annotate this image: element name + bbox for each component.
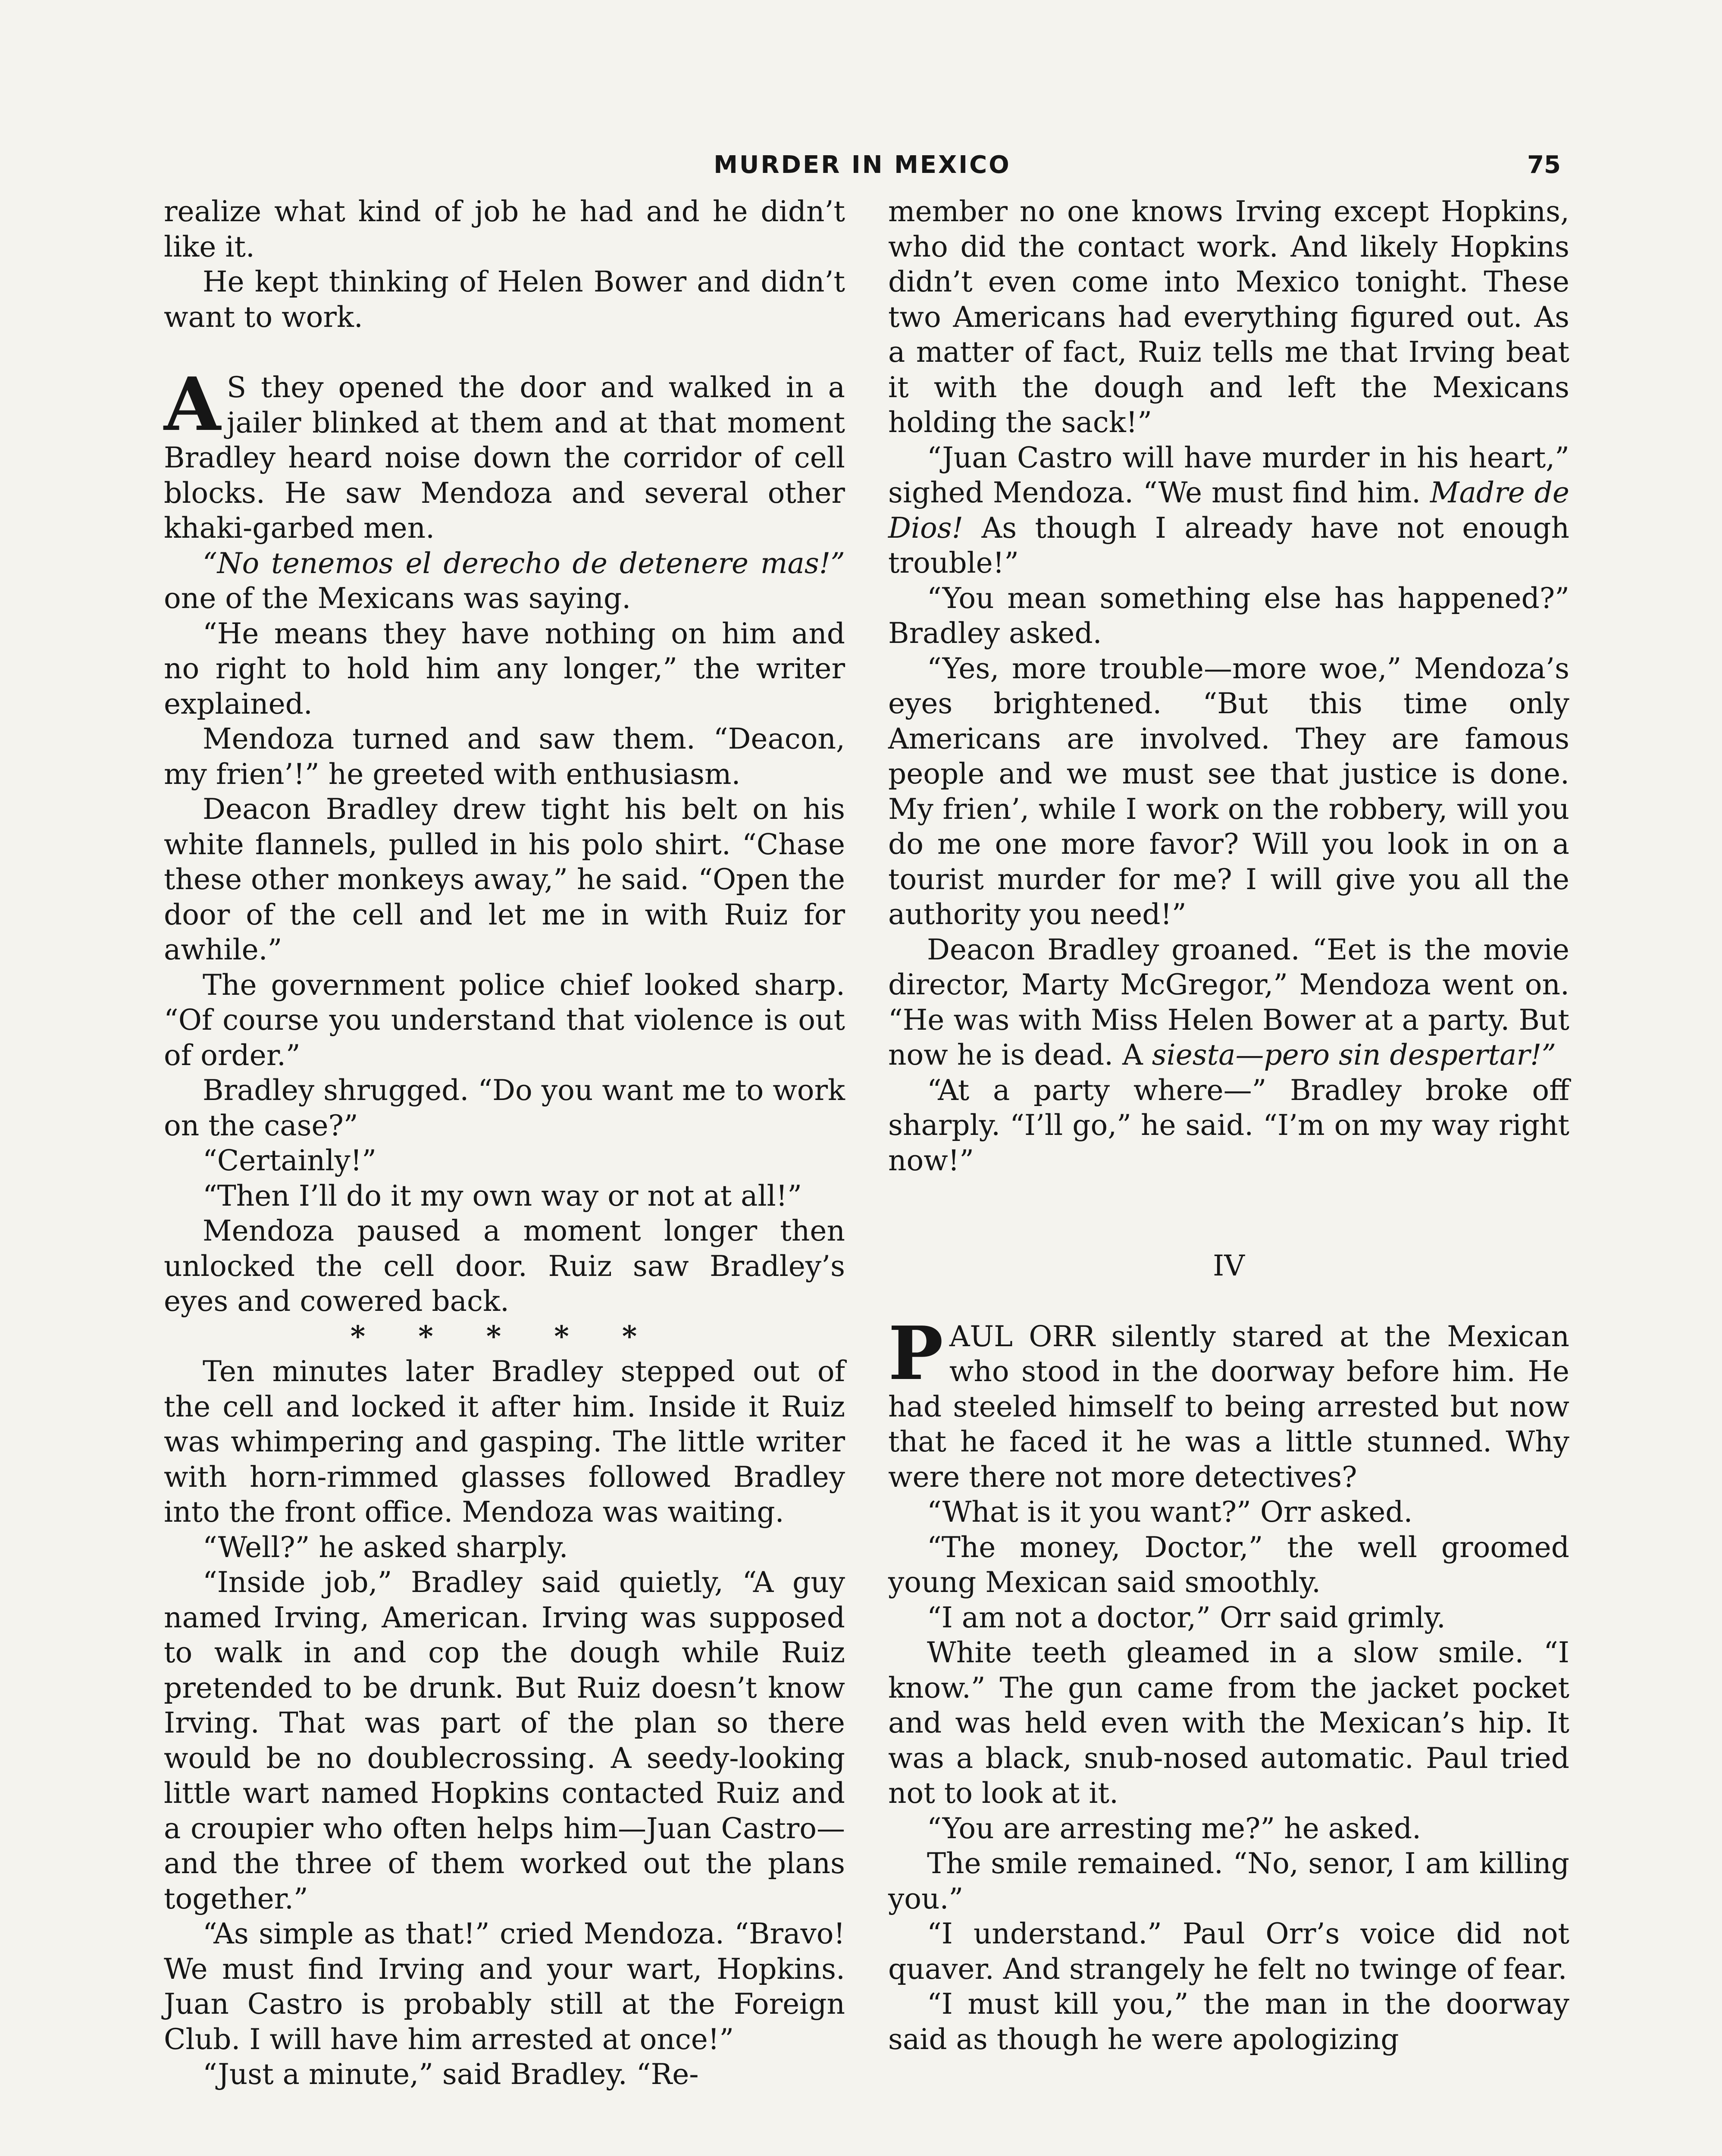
right-column [888,194,1569,2057]
paragraph: “Yes, more trouble—more woe,” Mendoza’s eyes brightened. “But this time only Americans are involved. They are famous people and we must see that justice is done. My frien’, while I work on the robbery, will you do me one more favor? Will you look in on a tourist murder for me? I will give you all the authority you need!” [888,652,1569,931]
paragraph: “As simple as that!” cried Mendoza. “Bravo! We must find Irving and your wart, Hopkins. Juan Castro is probably still at the Foreign Club. I will have him arrested at once!” [164,1917,845,2056]
paragraph: The government police chief looked sharp. “Of course you understand that violence is out of order.” [164,968,845,1072]
drop-cap: P [888,1310,943,1397]
left-column [164,194,845,2092]
paragraph: “No tenemos el derecho de detenere mas!” one of the Mexicans was saying. [164,546,845,615]
paragraph: The smile remained. “No, senor, I am killing you.” [888,1847,1569,1915]
page-number: 75 [1527,151,1561,179]
drop-cap: A [164,361,221,448]
paragraph: Mendoza paused a moment longer then unlocked the cell door. Ruiz saw Bradley’s eyes and cowered back. [164,1214,845,1318]
paragraph: “You are arresting me?” he asked. [927,1811,1421,1845]
paragraph: “Juan Castro will have murder in his heart,” sighed Mendoza. “We must find him. Madre de Dios! As though I already have not enough trouble!” [888,441,1569,580]
paragraph: “Certainly!” [203,1144,376,1177]
running-header [164,151,1561,190]
paragraph: “I understand.” Paul Orr’s voice did not quaver. And strangely he felt no twinge of fear. [888,1917,1569,1986]
paragraph: realize what kind of job he had and he didn’t like it. [164,195,845,263]
paragraph: Ten minutes later Bradley stepped out of the cell and locked it after him. Inside it Ruiz was whimpering and gasping. The little writer with horn-rimmed glasses followed Bradley into the front office. Mendoza was waiting. [164,1355,845,1529]
paragraph: Bradley shrugged. “Do you want me to work on the case?” [164,1074,845,1142]
paragraph: “I must kill you,” the man in the doorway said as though he were apologizing [888,1987,1569,2056]
paragraph: He kept thinking of Helen Bower and didn’t want to work. [164,265,845,334]
paragraph: Deacon Bradley groaned. “Eet is the movie director, Marty McGregor,” Mendoza went on. “He was with Miss Helen Bower at a party. But now he is dead. A siesta—pero sin despertar!” [888,933,1569,1072]
paragraph: “Then I’ll do it my own way or not at all!” [203,1179,802,1213]
paragraph: “The money, Doctor,” the well groomed young Mexican said smoothly. [888,1530,1569,1599]
paragraph: member no one knows Irving except Hopkins, who did the contact work. And likely Hopkins didn’t even come into Mexico tonight. These two Americans had everything figured out. As a matter of fact, Ruiz tells me that Irving beat it with the dough and left the Mexicans holding the sack!” [888,195,1569,439]
running-title: MURDER IN MEXICO [714,151,1011,179]
paragraph: “Inside job,” Bradley said quietly, “A guy named Irving, American. Irving was supposed to walk in and cop the dough while Ruiz pretended to be drunk. But Ruiz doesn’t know Irving. That was part of the plan so there would be no doublecrossing. A seedy-looking little wart named Hopkins contacted Ruiz and a croupier who often helps him—Juan Castro—and the three of them worked out the plans together.” [164,1566,845,1915]
paragraph: “Just a minute,” said Bradley. “Re- [203,2058,699,2091]
paragraph: “You mean something else has happened?” Bradley asked. [888,581,1569,650]
paragraph: “At a party where—” Bradley broke off sharply. “I’ll go,” he said. “I’m on my way right now!” [888,1073,1569,1177]
section-heading: IV [1213,1249,1245,1282]
scene-break: * * * * * [350,1319,659,1353]
paragraph: “Well?” he asked sharply. [203,1530,568,1564]
paragraph: “He means they have nothing on him and no right to hold him any longer,” the writer explained. [164,617,845,721]
paragraph: Mendoza turned and saw them. “Deacon, my frien’!” he greeted with enthusiasm. [164,722,845,791]
paragraph: “I am not a doctor,” Orr said grimly. [927,1601,1446,1634]
paragraph: A S they opened the door and walked in a jailer blinked at them and at that moment Bradley heard noise down the corridor of cell blocks. He saw Mendoza and several other khaki-garbed men. [164,361,845,545]
paragraph: White teeth gleamed in a slow smile. “I know.” The gun came from the jacket pocket and was held even with the Mexican’s hip. It was a black, snub-nosed automatic. Paul tried not to look at it. [888,1636,1569,1810]
paragraph: PAUL ORR silently stared at the Mexican who stood in the doorway before him. He had steeled himself to being arrested but now that he faced it he was a little stunned. Why were there not more detectives? [888,1310,1569,1494]
paragraph: Deacon Bradley drew tight his belt on his white flannels, pulled in his polo shirt. “Chase these other monkeys away,” he said. “Open the door of the cell and let me in with Ruiz for awhile.” [164,793,845,966]
paragraph: “What is it you want?” Orr asked. [927,1495,1413,1529]
